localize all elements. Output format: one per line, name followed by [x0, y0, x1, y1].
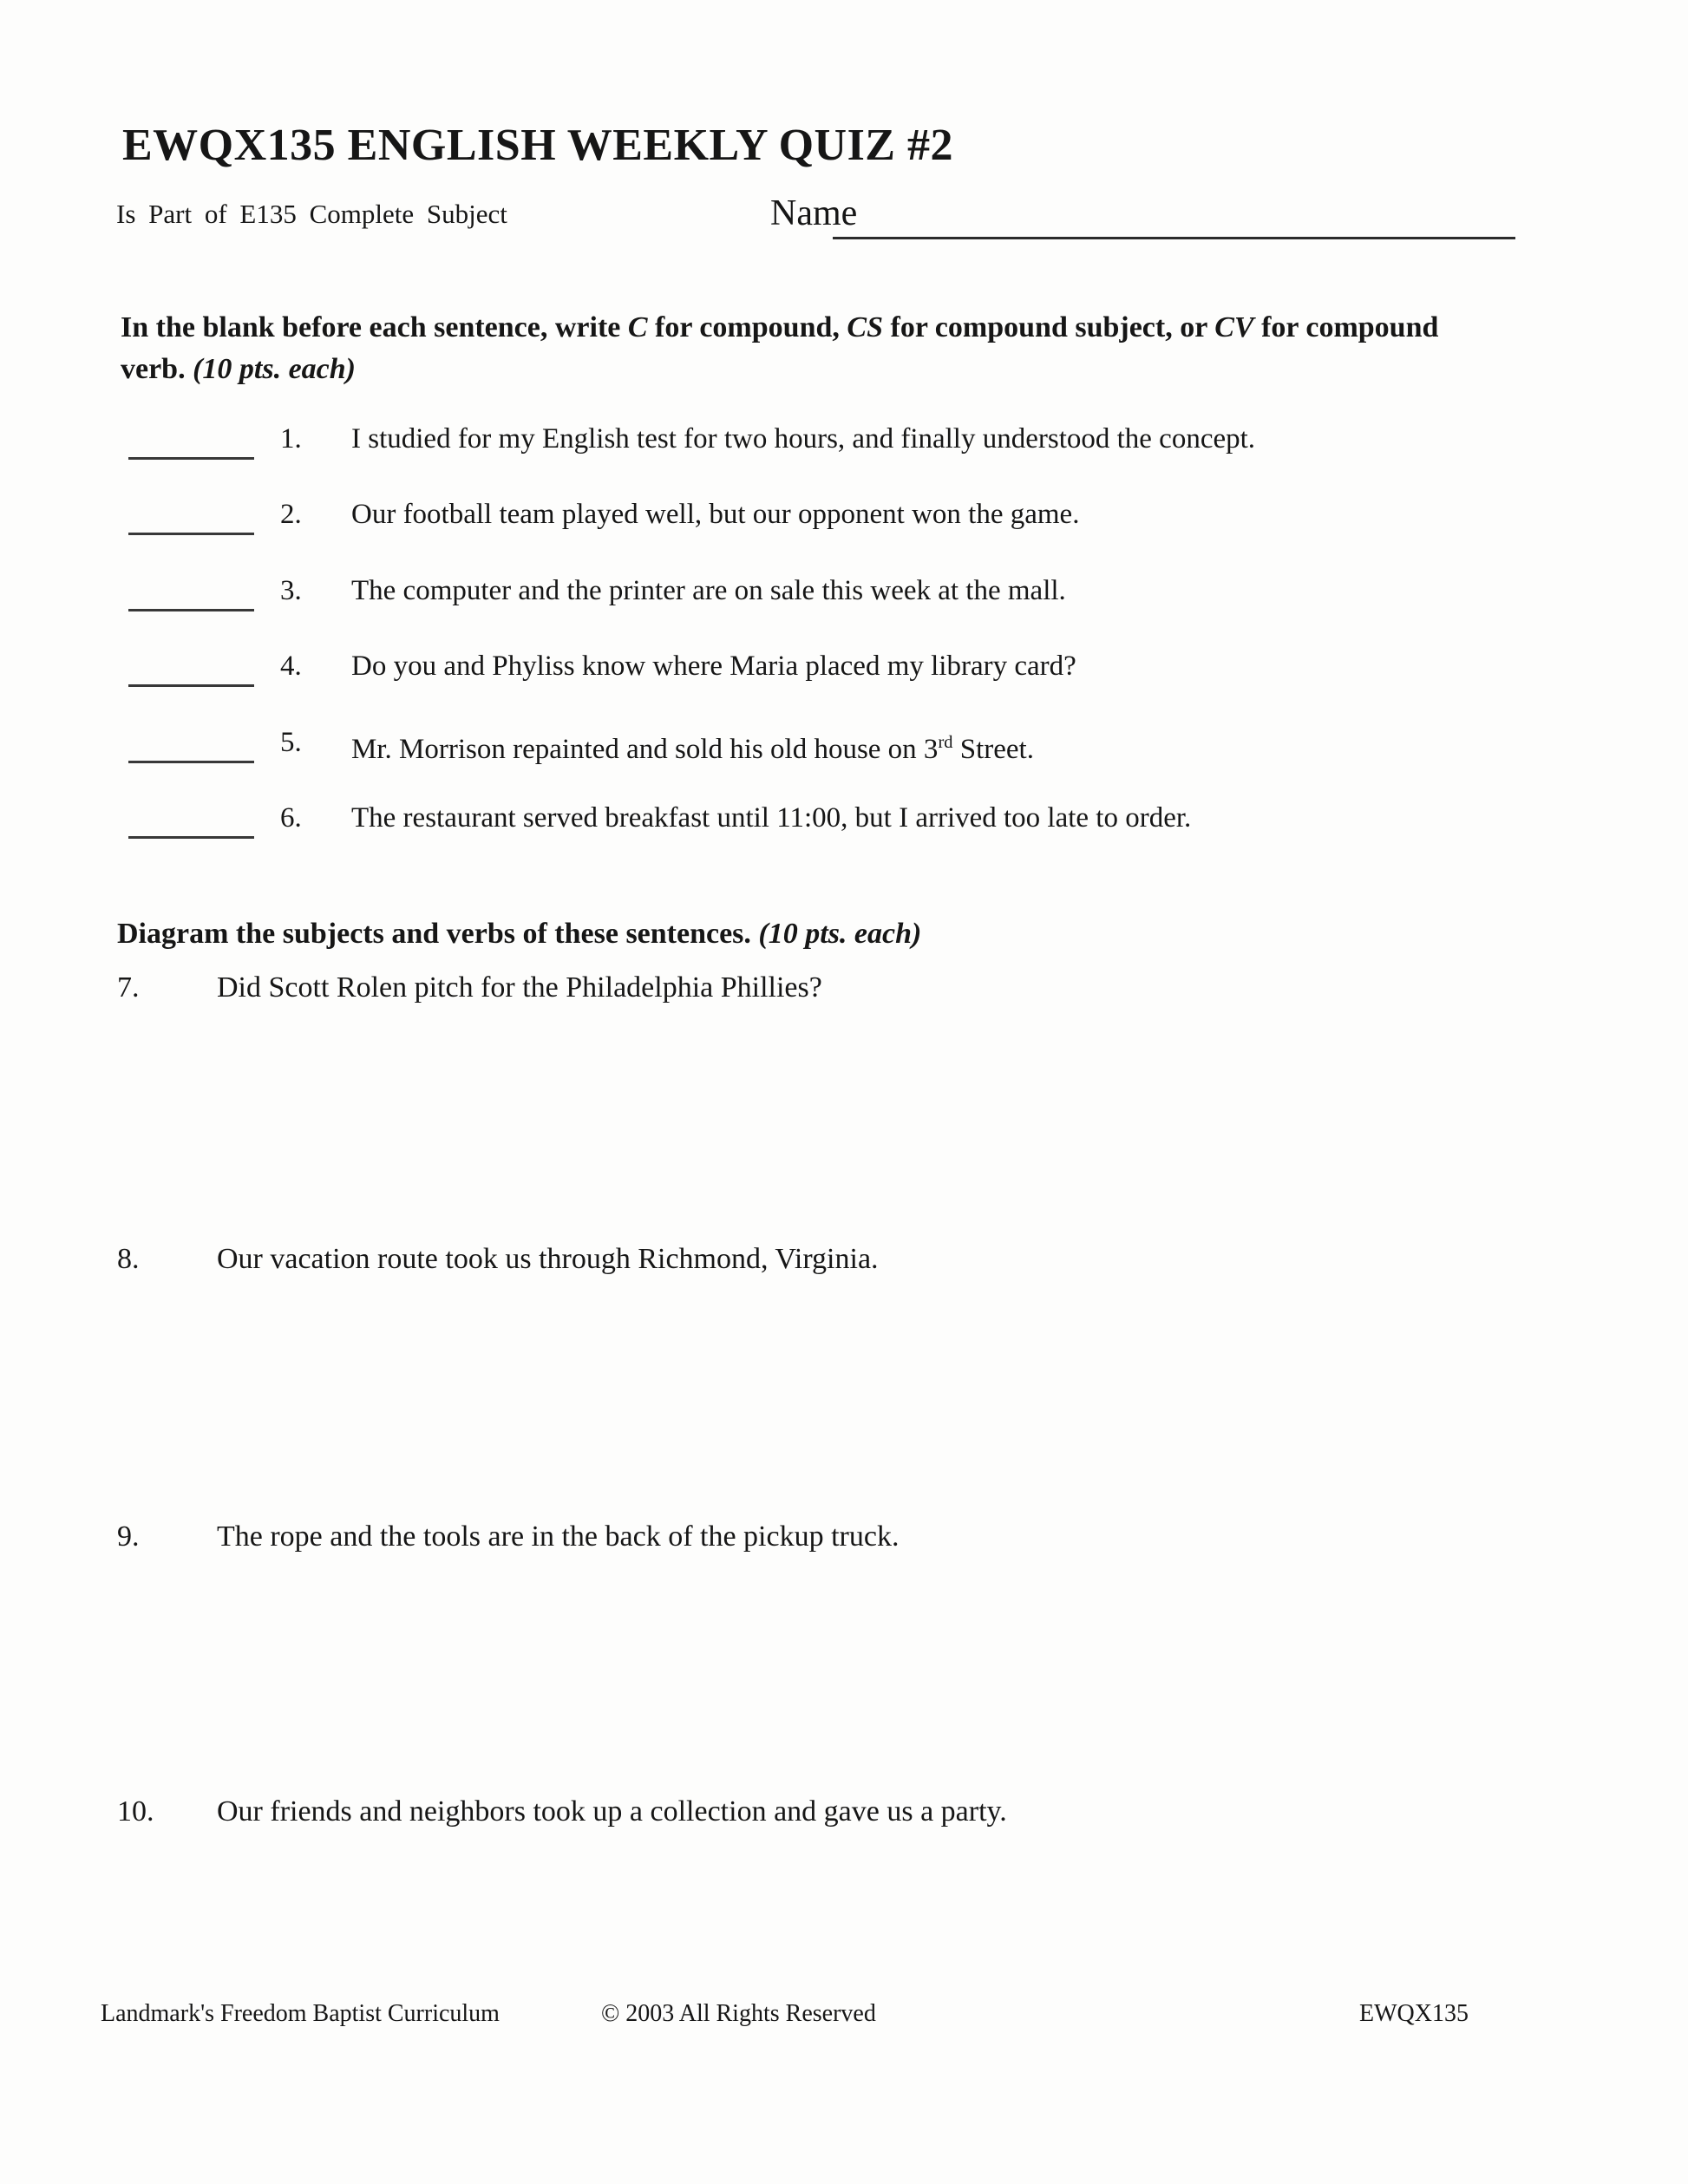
question-row	[128, 573, 1066, 611]
name-fill-in-line[interactable]	[833, 199, 1515, 239]
question-text: Mr. Morrison repainted and sold his old house on 3rd Street.	[351, 733, 1034, 765]
question-row	[117, 1241, 879, 1278]
question-row	[117, 1519, 899, 1555]
name-label: Name	[770, 193, 858, 233]
question-number: 10.	[117, 1795, 154, 1828]
question-row	[117, 1794, 1007, 1830]
answer-blank[interactable]	[128, 801, 254, 839]
section1-instructions: In the blank before each sentence, write C for compound, CS for compound subject, or CV for compound verb. (10 pts. each)	[121, 311, 1439, 385]
question-text: The rope and the tools are in the back of the pickup truck.	[217, 1520, 900, 1553]
question-row	[128, 649, 1076, 687]
question-row	[117, 970, 822, 1006]
question-text: I studied for my English test for two hours, and finally understood the concept.	[351, 423, 1256, 454]
footer-publisher: Landmark's Freedom Baptist Curriculum	[101, 2000, 500, 2027]
question-text: The computer and the printer are on sale this week at the mall.	[351, 575, 1066, 606]
question-text: Did Scott Rolen pitch for the Philadelphia Phillies?	[217, 971, 822, 1004]
question-number: 8.	[117, 1243, 140, 1275]
question-number: 3.	[280, 575, 302, 606]
answer-blank[interactable]	[128, 573, 254, 611]
question-text: The restaurant served breakfast until 11:00, but I arrived too late to order.	[351, 802, 1192, 834]
question-row	[128, 801, 1191, 839]
section2-heading: Diagram the subjects and verbs of these sentences. (10 pts. each)	[117, 918, 922, 950]
answer-blank[interactable]	[128, 422, 254, 460]
question-row	[128, 725, 1034, 767]
question-number: 9.	[117, 1520, 140, 1553]
question-number: 5.	[280, 727, 302, 758]
question-number: 1.	[280, 423, 302, 454]
answer-blank[interactable]	[128, 725, 254, 763]
answer-blank[interactable]	[128, 649, 254, 687]
question-row	[128, 422, 1255, 460]
page-title: EWQX135 ENGLISH WEEKLY QUIZ #2	[122, 121, 953, 170]
question-number: 6.	[280, 802, 302, 834]
question-text: Our vacation route took us through Richmond, Virginia.	[217, 1243, 879, 1275]
course-subtitle: Is Part of E135 Complete Subject	[116, 199, 507, 229]
question-text: Do you and Phyliss know where Maria placed my library card?	[351, 651, 1076, 682]
footer-copyright: © 2003 All Rights Reserved	[601, 2000, 876, 2027]
question-number: 7.	[117, 971, 140, 1004]
footer-code: EWQX135	[1359, 2000, 1469, 2027]
question-number: 2.	[280, 499, 302, 530]
ordinal-superscript: rd	[938, 733, 953, 752]
answer-blank[interactable]	[128, 497, 254, 535]
question-text: Our friends and neighbors took up a collection and gave us a party.	[217, 1795, 1007, 1828]
question-text: Our football team played well, but our opponent won the game.	[351, 499, 1080, 530]
question-number: 4.	[280, 651, 302, 682]
question-row	[128, 497, 1079, 535]
